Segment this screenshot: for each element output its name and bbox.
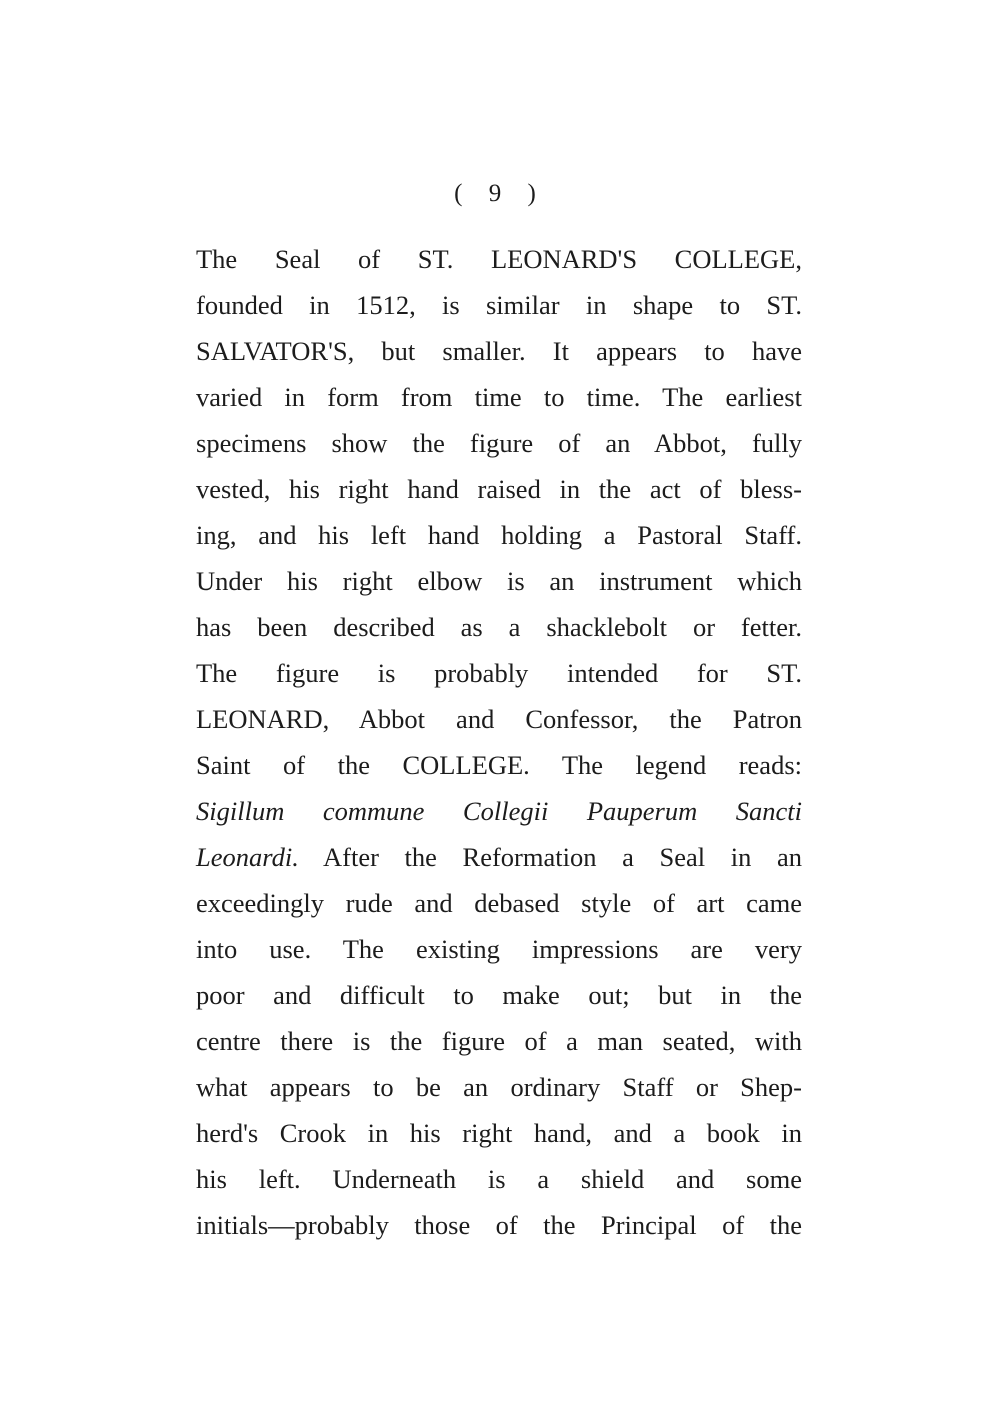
text-line: herd's Crook in his right hand, and a book in bbox=[196, 1118, 802, 1148]
text-line: The figure is probably intended for ST. bbox=[196, 658, 802, 688]
text-line: vested, his right hand raised in the act of bless- bbox=[196, 474, 802, 504]
legend-line-italic: Sigillum commune Collegii Pauperum Sancti bbox=[196, 796, 802, 826]
text-line: varied in form from time to time. The earliest bbox=[196, 382, 802, 412]
text-line: exceedingly rude and debased style of art came bbox=[196, 888, 802, 918]
page-number: ( 9 ) bbox=[454, 180, 546, 207]
text-line: Saint of the COLLEGE. The legend reads: bbox=[196, 750, 802, 780]
text-line: his left. Underneath is a shield and some bbox=[196, 1164, 802, 1194]
text-line: Under his right elbow is an instrument which bbox=[196, 566, 802, 596]
text-line: poor and difficult to make out; but in the bbox=[196, 980, 802, 1010]
text-line: has been described as a shacklebolt or fetter. bbox=[196, 612, 802, 642]
legend-word-italic: Leonardi. bbox=[196, 842, 299, 872]
text-line: into use. The existing impressions are very bbox=[196, 934, 802, 964]
text-line: centre there is the figure of a man seated, with bbox=[196, 1026, 802, 1056]
text-line: SALVATOR'S, but smaller. It appears to have bbox=[196, 336, 802, 366]
body-paragraph bbox=[196, 236, 802, 1248]
text-line: what appears to be an ordinary Staff or Shep- bbox=[196, 1072, 802, 1102]
text-line: specimens show the figure of an Abbot, fully bbox=[196, 428, 802, 458]
text-line: LEONARD, Abbot and Confessor, the Patron bbox=[196, 704, 802, 734]
text-line: initials—probably those of the Principal of the bbox=[196, 1210, 802, 1240]
text-line: ing, and his left hand holding a Pastoral Staff. bbox=[196, 520, 802, 550]
text-line: Leonardi. After the Reformation a Seal in an bbox=[196, 842, 802, 872]
text-line: founded in 1512, is similar in shape to ST. bbox=[196, 290, 802, 320]
text-line: The Seal of ST. LEONARD'S COLLEGE, bbox=[196, 244, 802, 274]
